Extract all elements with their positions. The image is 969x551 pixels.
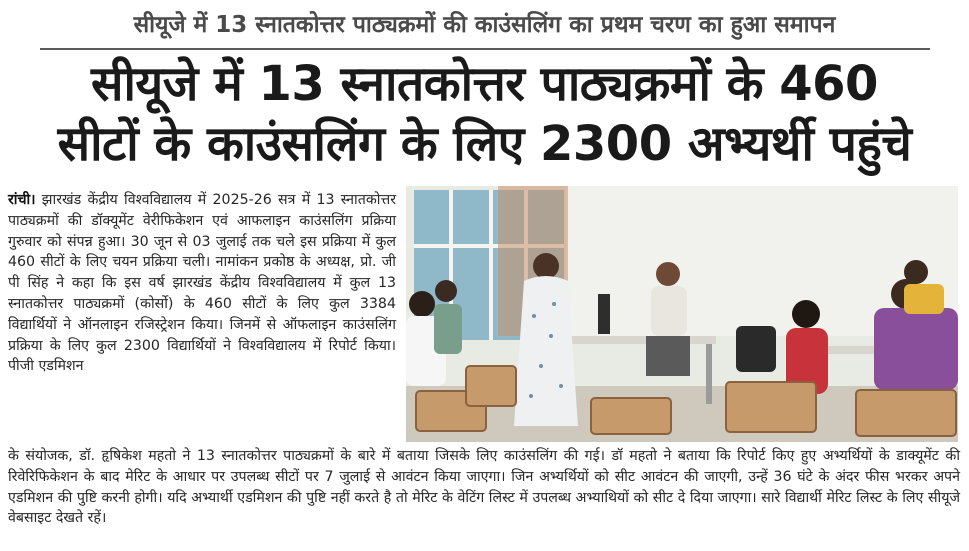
headline-line-1: सीयूजे में 13 स्नातकोत्तर पाठ्यक्रमों के 460 xyxy=(91,56,878,112)
kicker-headline: सीयूजे में 13 स्नातकोत्तर पाठ्यक्रमों की काउंसलिंग का प्रथम चरण का हुआ समापन xyxy=(133,12,836,38)
article-body-left xyxy=(8,190,396,377)
kicker-bar xyxy=(0,0,969,46)
article-text-bottom: के संयोजक, डॉ. हृषिकेश महतो ने 13 स्नातकोत्तर पाठ्यक्रमों के बारे में बताया जिसके लिए काउंसलिंग की गई। डॉ महतो ने बताया कि रिपोर्ट किए हुए अभ्यर्थियों के डाक्यूमेंट की रिवेरिफिकेशन के बाद मेरिट के आधार पर उपलब्ध सीटों पर 7 जुलाई से आवंटन किया जाएगा। जिन अभ्यर्थियों को सीट आवंटन की जाएगी, उन्हें 36 घंटे के अंदर फीस भरकर अपने एडमिशन की पुष्टि करनी होगी। यदि अभ्यार्थी एडमिशन की पुष्टि नहीं करते है तो मेरिट के वेटिंग लिस्ट में उपलब्ध अभ्याथियों को सीट दे दिया जाएगा। सारे विद्यार्थी मेरिट लिस्ट के लिए सीयूजे वेबसाइट देखते रहें। xyxy=(8,448,960,527)
article-body-bottom xyxy=(8,446,960,529)
headline-line-2: सीटों के काउंसलिंग के लिए 2300 अभ्यर्थी पहुंचे xyxy=(57,116,912,172)
article-text-left: झारखंड केंद्रीय विश्वविद्यालय में 2025-26 सत्र में 13 स्नातकोत्तर पाठ्यक्रमों की डॉक्यूमेंट वेरीफिकेशन एवं आफलाइन काउंसलिंग प्रक्रिया गुरुवार को संपन्न हुआ। 30 जून से 03 जुलाई तक चले इस प्रक्रिया में कुल 460 सीटों के लिए चयन प्रक्रिया चली। नामांकन प्रकोष्ठ के अध्यक्ष, प्रो. जी पी सिंह ने कहा कि इस वर्ष झारखंड केंद्रीय विश्वविद्यालय में कुल 13 स्नातकोत्तर पाठ्यक्रमों (कोर्सो) के 460 सीटों के लिए कुल 3384 विद्यार्थियों ने ऑनलाइन रजिस्ट्रेशन किया। जिनमें से ऑफलाइन काउंसलिंग प्रक्रिया के लिए कुल 2300 विद्यार्थियों ने विश्वविद्यालय में रिपोर्ट किया। पीजी एडमिशन xyxy=(8,192,396,375)
kicker-divider xyxy=(40,48,930,50)
dateline: रांची। xyxy=(8,192,36,208)
news-photo xyxy=(406,186,958,442)
main-headline xyxy=(0,54,969,174)
counselling-room-photo xyxy=(406,186,958,442)
